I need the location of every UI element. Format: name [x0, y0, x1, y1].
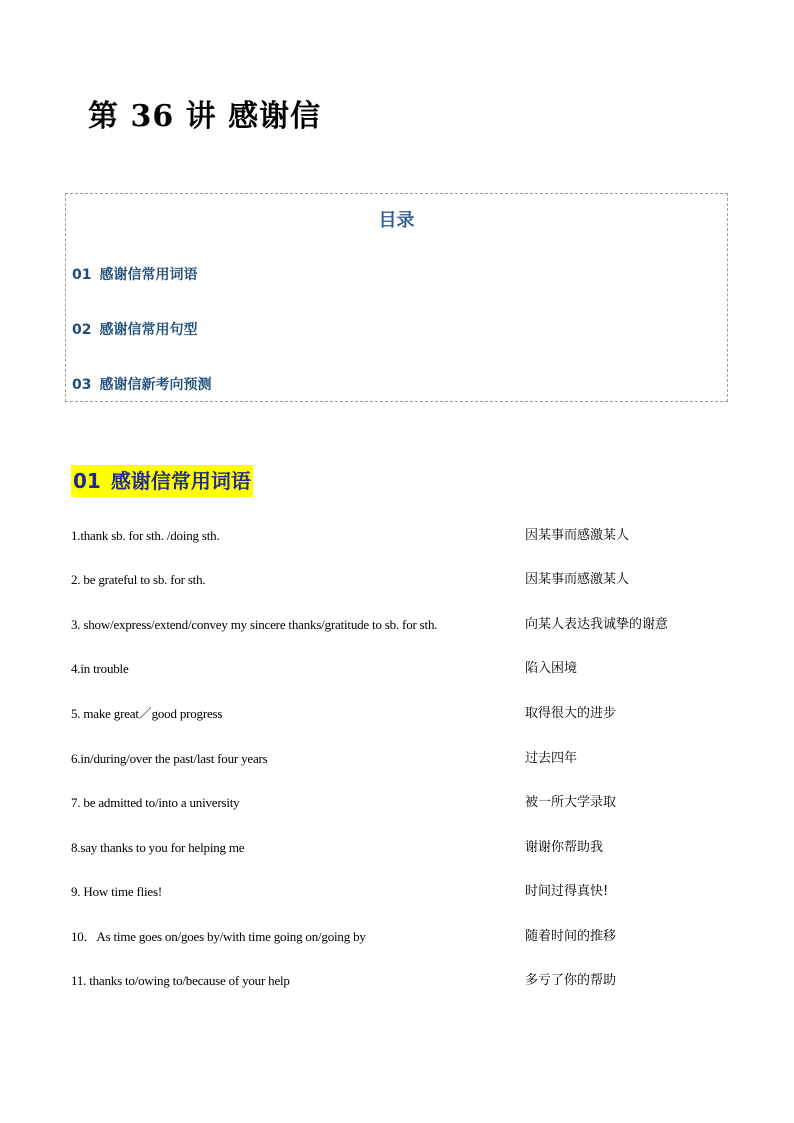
phrase-row — [71, 526, 731, 546]
toc-heading: 目录 — [378, 210, 415, 231]
phrase-chinese: 谢谢你帮助我 — [525, 840, 604, 855]
phrase-english: 1.thank sb. for sth. /doing sth. — [71, 528, 220, 543]
phrase-english: 8.say thanks to you for helping me — [71, 840, 245, 855]
toc-item-01[interactable] — [72, 264, 197, 284]
phrase-row — [71, 659, 731, 679]
phrase-english: 2. be grateful to sb. for sth. — [71, 572, 206, 587]
phrase-english: 6.in/during/over the past/last four years — [71, 751, 268, 766]
phrase-row — [71, 927, 731, 947]
toc-item-03[interactable] — [72, 374, 211, 394]
section-heading — [71, 465, 253, 497]
phrase-english: 3. show/express/extend/convey my sincere thanks/gratitude to sb. for sth. — [71, 617, 438, 632]
phrase-english: 4.in trouble — [71, 661, 129, 676]
toc-item-number: 01 — [72, 267, 92, 283]
phrase-row — [71, 793, 731, 813]
phrase-chinese: 向某人表达我诚挚的谢意 — [525, 617, 669, 632]
phrase-english: 9. How time flies! — [71, 884, 162, 899]
toc-item-02[interactable] — [72, 319, 197, 339]
phrase-row — [71, 882, 731, 902]
toc-item-number: 03 — [72, 377, 92, 393]
phrase-chinese: 取得很大的进步 — [525, 706, 617, 721]
phrase-row — [71, 749, 731, 769]
phrase-row — [71, 704, 731, 724]
page-title: 第 36 讲 感谢信 — [88, 99, 322, 134]
toc-item-label: 感谢信常用句型 — [99, 322, 198, 338]
table-of-contents — [65, 193, 728, 402]
phrase-english: 11. thanks to/owing to/because of your help — [71, 973, 290, 988]
phrase-chinese: 过去四年 — [525, 751, 578, 766]
phrase-english: 10．As time goes on/goes by/with time going on/going by — [71, 929, 366, 944]
phrase-row — [71, 615, 731, 635]
section-title: 感谢信常用词语 — [110, 469, 251, 493]
phrase-chinese: 被一所大学录取 — [525, 795, 617, 810]
toc-item-label: 感谢信常用词语 — [99, 267, 198, 283]
phrase-english: 7. be admitted to/into a university — [71, 795, 240, 810]
phrase-chinese: 随着时间的推移 — [525, 929, 617, 944]
phrase-chinese: 因某事而感激某人 — [525, 528, 630, 543]
phrase-row — [71, 971, 731, 991]
phrase-row — [71, 838, 731, 858]
phrase-chinese: 多亏了你的帮助 — [525, 973, 617, 988]
phrase-chinese: 陷入困境 — [525, 661, 578, 676]
toc-item-label: 感谢信新考向预测 — [99, 377, 212, 393]
toc-item-number: 02 — [72, 322, 92, 338]
section-number: 01 — [73, 469, 101, 493]
phrase-english: 5. make great／good progress — [71, 706, 223, 721]
phrase-row — [71, 570, 731, 590]
phrase-chinese: 时间过得真快! — [525, 884, 609, 899]
phrase-chinese: 因某事而感激某人 — [525, 572, 630, 587]
